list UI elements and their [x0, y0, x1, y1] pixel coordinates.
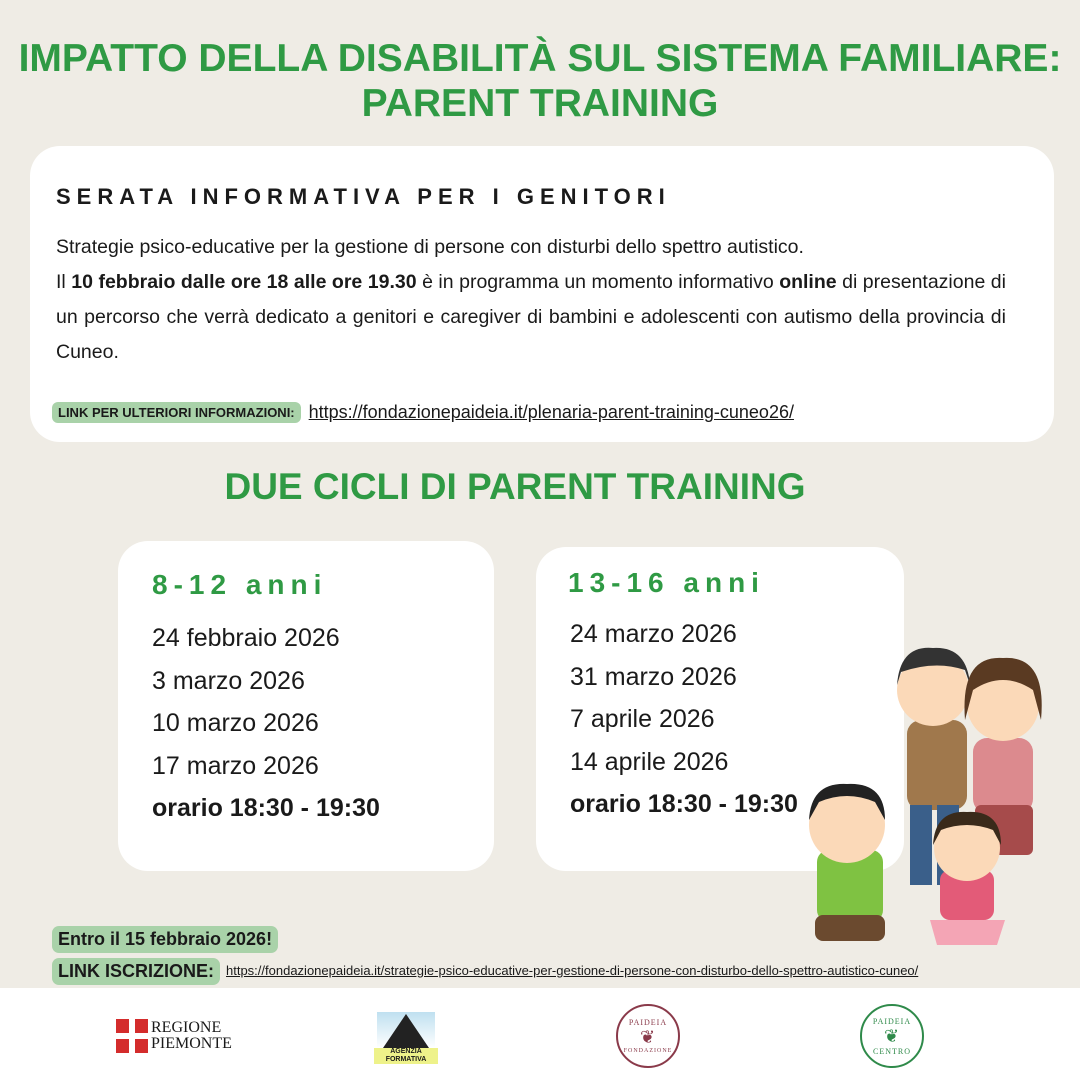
- info-description: Strategie psico-educative per la gestione di persone con disturbi dello spettro autistico. Il 10 febbraio dalle ore 18 alle ore 19.30 è in programma un momento informativo online di presentazione di un percorso che verrà dedicato a genitori e caregiver di bambini e adolescenti con autismo della provincia di Cuneo.: [56, 236, 1006, 363]
- logo-regione-piemonte: REGIONE PIEMONTE: [116, 1004, 232, 1068]
- cycle-card-13-16: 13-16 anni 24 marzo 2026 31 marzo 2026 7 aprile 2026 14 aprile 2026 orario 18:30 - 19:30: [536, 547, 904, 871]
- page-title: IMPATTO DELLA DISABILITÀ SUL SISTEMA FAMILIARE: PARENT TRAINING: [18, 37, 1062, 125]
- cycle-date: 14 aprile 2026: [570, 747, 729, 776]
- family-illustration: [775, 630, 1065, 960]
- boy: [809, 784, 885, 941]
- logo-agenzia-formativa: AGENZIA FORMATIVA: [374, 1006, 438, 1070]
- cycle-date: 24 marzo 2026: [570, 620, 737, 648]
- cycle-card-8-12: 8-12 anni 24 febbraio 2026 3 marzo 2026 10 marzo 2026 17 marzo 2026 orario 18:30 - 19:30: [118, 541, 494, 871]
- cycle-date: 3 marzo 2026: [152, 666, 305, 695]
- girl: [930, 812, 1005, 945]
- signup-label: LINK ISCRIZIONE:: [52, 958, 220, 985]
- cycle-date: 10 marzo 2026: [152, 709, 319, 737]
- info-link-label: LINK PER ULTERIORI INFORMAZIONI:: [52, 402, 301, 423]
- cycle-date: 17 marzo 2026: [152, 751, 319, 780]
- logo-paideia-centro: PAIDEIA ❦ CENTRO: [860, 1004, 924, 1068]
- regione-flag-icon: [116, 1019, 148, 1053]
- cycles-title: DUE CICLI DI PARENT TRAINING: [224, 466, 806, 507]
- cycle-hours: orario 18:30 - 19:30: [570, 790, 798, 818]
- cycle-date: 7 aprile 2026: [570, 705, 715, 733]
- cycle-date: 31 marzo 2026: [570, 662, 737, 691]
- footer-logos: [0, 988, 1080, 1080]
- logo-paideia-fondazione: PAIDEIA ❦ FONDAZIONE: [616, 1004, 680, 1068]
- signup-link[interactable]: https://fondazionepaideia.it/strategie-psico-educative-per-gestione-di-persone-con-disturbo-dello-spettro-autistico-cuneo/: [226, 963, 919, 978]
- deadline-badge: Entro il 15 febbraio 2026!: [52, 926, 278, 953]
- info-heading: SERATA INFORMATIVA PER I GENITORI: [56, 184, 671, 209]
- info-link[interactable]: https://fondazionepaideia.it/plenaria-parent-training-cuneo26/: [308, 402, 794, 422]
- info-card: [30, 146, 1054, 442]
- cycle-hours: orario 18:30 - 19:30: [152, 794, 380, 822]
- info-link-row: [52, 402, 794, 423]
- cycle-date: 24 febbraio 2026: [152, 624, 340, 652]
